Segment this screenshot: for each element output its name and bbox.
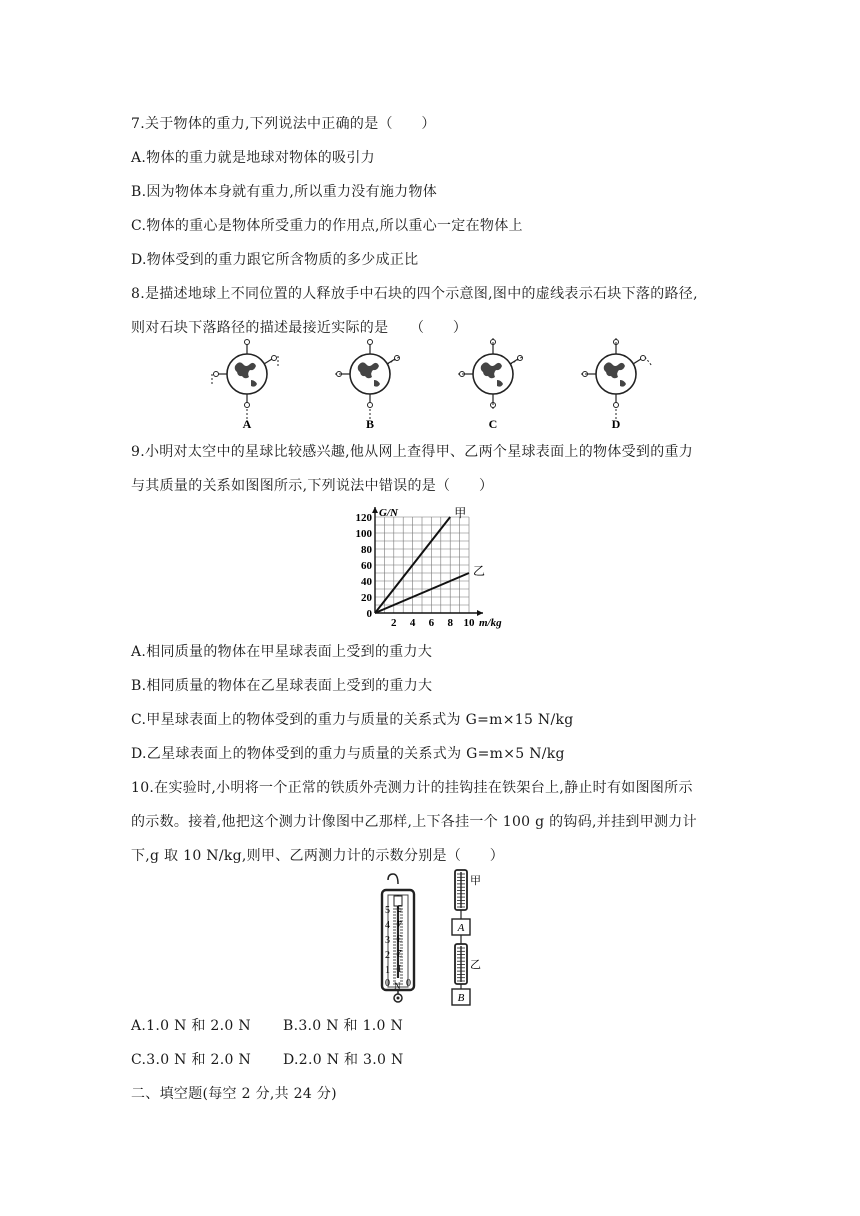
globe-figure-b [335, 338, 400, 419]
scale-right-num-4: 4 [397, 917, 402, 928]
q9-option-c: C.甲星球表面上的物体受到的重力与质量的关系式为 G=m×15 N/kg [131, 712, 574, 728]
x-tick-label: 8 [447, 617, 453, 629]
q7-option-a: A.物体的重力就是地球对物体的吸引力 [131, 150, 375, 166]
q7-option-b: B.因为物体本身就有重力,所以重力没有施力物体 [131, 184, 438, 200]
scale-right-num-0: 0 [406, 978, 411, 989]
q8-stem-line2: 则对石块下落路径的描述最接近实际的是 （ ） [131, 320, 468, 336]
scale-right-num-3: 3 [397, 932, 402, 943]
q10-option-c: C.3.0 N 和 2.0 N [131, 1052, 251, 1068]
q10-option-b: B.3.0 N 和 1.0 N [283, 1018, 404, 1034]
q10-spring-scale-figure [375, 868, 505, 1008]
q7-stem: 7.关于物体的重力,下列说法中正确的是（ ） [131, 116, 436, 132]
weight-a-label: A [457, 922, 465, 934]
globe-label-a: A [242, 417, 252, 431]
meter-yi-label: 乙 [470, 959, 481, 971]
chart-grid [375, 517, 469, 613]
scale-right-num-1: 1 [397, 962, 402, 973]
q10-stem-line2: 的示数。接着,他把这个测力计像图中乙那样,上下各挂一个 100 g 的钩码,并挂到甲测力计 [131, 814, 697, 830]
y-axis-arrow [372, 507, 378, 513]
y-tick-label: 20 [361, 592, 372, 604]
spring-scale-large [382, 874, 414, 1002]
scale-left-num-0: 0 [385, 978, 390, 989]
x-axis-arrow [477, 610, 483, 616]
series-label-yi: 乙 [473, 564, 486, 578]
scale-right-num-5: 5 [397, 902, 402, 913]
q10-option-d: D.2.0 N 和 3.0 N [283, 1052, 404, 1068]
scale-left-num-3: 3 [385, 935, 390, 946]
y-tick-label: 80 [361, 544, 372, 556]
globe-figure-d [581, 338, 652, 419]
y-tick-label: 0 [366, 608, 372, 620]
globe-label-b: B [365, 417, 375, 431]
q9-stem-line2: 与其质量的关系如图图所示,下列说法中错误的是（ ） [131, 478, 494, 494]
q9-stem-line1: 9.小明对太空中的星球比较感兴趣,他从网上查得甲、乙两个星球表面上的物体受到的重力 [131, 444, 694, 460]
q8-stem-line1: 8.是描述地球上不同位置的人释放手中石块的四个示意图,图中的虚线表示石块下落的路径, [131, 286, 698, 302]
x-tick-label: 6 [428, 617, 435, 629]
q9-option-a: A.相同质量的物体在甲星球表面上受到的重力大 [131, 644, 433, 660]
y-tick-label: 100 [355, 528, 372, 540]
series-label-jia: 甲 [454, 506, 467, 520]
weight-b-label: B [457, 992, 465, 1004]
globe-figure-a [212, 338, 278, 419]
x-tick-label: 10 [463, 617, 475, 629]
y-tick-label: 60 [361, 560, 372, 572]
q9-gravity-mass-chart [345, 500, 515, 630]
q8-globe-figures [200, 338, 660, 432]
q10-option-a: A.1.0 N 和 2.0 N [131, 1018, 251, 1034]
q7-option-c: C.物体的重心是物体所受重力的作用点,所以重心一定在物体上 [131, 218, 523, 234]
globe-figure-c [458, 338, 523, 409]
q10-stem-line3: 下,g 取 10 N/kg,则甲、乙两测力计的示数分别是（ ） [131, 848, 505, 864]
globe-label-c: C [488, 417, 498, 431]
chart-axes [372, 507, 486, 616]
scale-left-num-4: 4 [385, 920, 390, 931]
scale-right-num-2: 2 [397, 947, 402, 958]
x-tick-label: 4 [409, 617, 416, 629]
x-tick-label: 2 [391, 617, 397, 629]
q9-option-d: D.乙星球表面上的物体受到的重力与质量的关系式为 G=m×5 N/kg [131, 746, 565, 762]
scale-left-num-2: 2 [385, 950, 390, 961]
x-axis-label: m/kg [479, 617, 502, 629]
spring-scale-assembly [452, 870, 481, 1005]
y-axis-label: G/N [379, 507, 398, 519]
q9-option-b: B.相同质量的物体在乙星球表面上受到的重力大 [131, 678, 433, 694]
q7-option-d: D.物体受到的重力跟它所含物质的多少成正比 [131, 252, 419, 268]
scale-unit: N [394, 981, 401, 991]
scale-left-num-1: 1 [385, 965, 390, 976]
q10-stem-line1: 10.在实验时,小明将一个正常的铁质外壳测力计的挂钩挂在铁架台上,静止时有如图图所示 [131, 780, 693, 796]
y-tick-label: 40 [361, 576, 372, 588]
section2-heading: 二、填空题(每空 2 分,共 24 分) [131, 1086, 337, 1102]
globe-label-d: D [611, 417, 621, 431]
meter-jia-label: 甲 [470, 875, 481, 887]
y-tick-label: 120 [355, 512, 372, 524]
scale-left-num-5: 5 [385, 905, 390, 916]
